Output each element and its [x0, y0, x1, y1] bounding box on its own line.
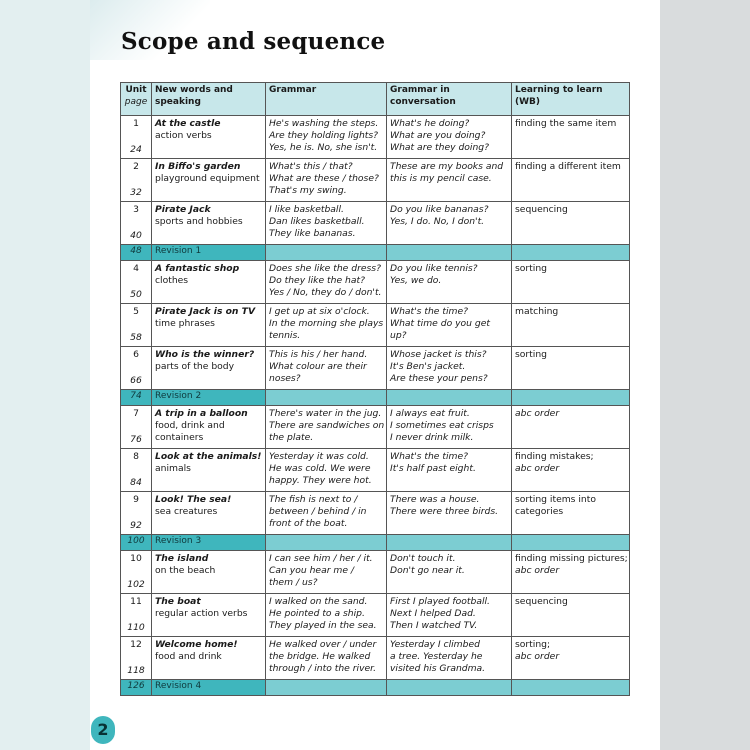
revision-page: 100	[121, 535, 152, 551]
conversation-cell	[387, 406, 512, 449]
unit-topic: sea creatures	[155, 505, 218, 517]
unit-topic: sports and hobbies	[155, 215, 243, 227]
revision-label: Revision 4	[152, 680, 266, 696]
header-learning: Learning to learn (WB)	[512, 83, 630, 116]
revision-empty-cell	[387, 535, 512, 551]
grammar-cell	[266, 551, 387, 594]
unit-title: Who is the winner?	[155, 349, 255, 360]
learning-line: sorting;	[515, 639, 551, 650]
unit-number: 5	[133, 306, 139, 317]
words-cell	[152, 116, 266, 159]
conversation-cell	[387, 347, 512, 390]
unit-cell	[121, 202, 152, 245]
grammar-line: Yes / No, they do / don't.	[269, 286, 382, 298]
right-margin	[660, 0, 750, 750]
revision-page: 48	[121, 245, 152, 261]
grammar-line: What's this / that?	[269, 161, 353, 172]
unit-cell	[121, 449, 152, 492]
words-cell	[152, 637, 266, 680]
learning-line: abc order	[515, 408, 560, 419]
revision-empty-cell	[266, 245, 387, 261]
unit-title: Pirate Jack is on TV	[155, 306, 256, 317]
revision-empty-cell	[387, 680, 512, 696]
conversation-cell	[387, 551, 512, 594]
learning-cell	[512, 261, 630, 304]
conversation-line: What time do you get	[390, 317, 490, 329]
unit-number: 10	[130, 553, 142, 564]
grammar-line: Yesterday it was cold.	[269, 451, 369, 462]
unit-title: The island	[155, 553, 209, 564]
learning-cell	[512, 449, 630, 492]
unit-number: 2	[133, 161, 139, 172]
unit-row	[121, 116, 630, 159]
grammar-line: the plate.	[269, 431, 314, 443]
unit-page: 50	[130, 289, 142, 301]
unit-page: 66	[130, 375, 142, 387]
revision-page: 74	[121, 390, 152, 406]
conversation-cell	[387, 449, 512, 492]
unit-topic: animals	[155, 462, 191, 474]
words-cell	[152, 551, 266, 594]
unit-title: At the castle	[155, 118, 221, 129]
unit-topic: clothes	[155, 274, 189, 286]
grammar-line: This is his / her hand.	[269, 349, 368, 360]
unit-row	[121, 637, 630, 680]
unit-title: Welcome home!	[155, 639, 238, 650]
grammar-cell	[266, 202, 387, 245]
grammar-line: Are they holding lights?	[269, 129, 379, 141]
learning-line: sorting	[515, 349, 547, 360]
grammar-line: Yes, he is. No, she isn't.	[269, 141, 378, 153]
unit-cell	[121, 116, 152, 159]
revision-row	[121, 245, 630, 261]
grammar-line: The fish is next to /	[269, 494, 358, 505]
unit-topic: regular action verbs	[155, 607, 248, 619]
unit-cell	[121, 347, 152, 390]
conversation-line: Do you like bananas?	[390, 204, 489, 215]
conversation-line: What's the time?	[390, 451, 469, 462]
revision-empty-cell	[512, 245, 630, 261]
revision-row	[121, 390, 630, 406]
header-conversation: Grammar in conversation	[387, 83, 512, 116]
words-cell	[152, 202, 266, 245]
learning-cell	[512, 637, 630, 680]
unit-number: 8	[133, 451, 139, 462]
grammar-cell	[266, 637, 387, 680]
conversation-line: What are you doing?	[390, 129, 486, 141]
learning-line: sorting	[515, 263, 547, 274]
words-cell	[152, 261, 266, 304]
unit-page: 40	[130, 230, 142, 242]
grammar-line: I can see him / her / it.	[269, 553, 373, 564]
grammar-line: I like basketball.	[269, 204, 344, 215]
conversation-line: Do you like tennis?	[390, 263, 478, 274]
grammar-line: them / us?	[269, 576, 318, 588]
unit-page: 58	[130, 332, 142, 344]
grammar-line: He was cold. We were	[269, 462, 371, 474]
conversation-line: I never drink milk.	[390, 431, 474, 443]
unit-row	[121, 406, 630, 449]
learning-cell	[512, 116, 630, 159]
grammar-line: There are sandwiches on	[269, 419, 385, 431]
unit-page: 92	[130, 520, 142, 532]
learning-cell	[512, 159, 630, 202]
words-cell	[152, 406, 266, 449]
grammar-line: They played in the sea.	[269, 619, 377, 631]
unit-title: Look at the animals!	[155, 451, 262, 462]
unit-topic: parts of the body	[155, 360, 235, 372]
conversation-cell	[387, 492, 512, 535]
conversation-line: What's he doing?	[390, 118, 470, 129]
unit-page: 102	[127, 579, 145, 591]
unit-topic: on the beach	[155, 564, 216, 576]
unit-title: Pirate Jack	[155, 204, 211, 215]
learning-line: sequencing	[515, 596, 568, 607]
conversation-line: Don't go near it.	[390, 564, 465, 576]
conversation-line: Are these your pens?	[390, 372, 488, 384]
unit-number: 1	[133, 118, 139, 129]
grammar-cell	[266, 116, 387, 159]
grammar-line: In the morning she plays	[269, 317, 384, 329]
grammar-line: the bridge. He walked	[269, 650, 371, 662]
grammar-line: They like bananas.	[269, 227, 356, 239]
table-header-row	[121, 83, 630, 116]
revision-page: 126	[121, 680, 152, 696]
header-unit	[121, 83, 152, 116]
conversation-line: These are my books and	[390, 161, 504, 172]
unit-cell	[121, 492, 152, 535]
unit-page: 118	[127, 665, 145, 677]
conversation-line: visited his Grandma.	[390, 662, 486, 674]
unit-topic: food, drink and containers	[155, 419, 225, 443]
unit-topic: playground equipment	[155, 172, 260, 184]
unit-number: 4	[133, 263, 139, 274]
learning-line: abc order	[515, 462, 560, 474]
revision-label: Revision 1	[152, 245, 266, 261]
revision-row	[121, 535, 630, 551]
learning-line: sequencing	[515, 204, 568, 215]
unit-cell	[121, 637, 152, 680]
unit-cell	[121, 159, 152, 202]
conversation-line: There was a house.	[390, 494, 480, 505]
unit-number: 12	[130, 639, 142, 650]
grammar-cell	[266, 492, 387, 535]
learning-cell	[512, 492, 630, 535]
conversation-line: I always eat fruit.	[390, 408, 470, 419]
grammar-line: What are these / those?	[269, 172, 379, 184]
conversation-cell	[387, 116, 512, 159]
unit-row	[121, 304, 630, 347]
unit-page: 110	[127, 622, 145, 634]
revision-empty-cell	[512, 390, 630, 406]
conversation-line: Then I watched TV.	[390, 619, 478, 631]
learning-line: finding mistakes;	[515, 451, 594, 462]
unit-title: In Biffo's garden	[155, 161, 241, 172]
words-cell	[152, 492, 266, 535]
grammar-line: That's my swing.	[269, 184, 347, 196]
unit-number: 6	[133, 349, 139, 360]
learning-cell	[512, 202, 630, 245]
conversation-line: Yesterday I climbed	[390, 639, 480, 650]
learning-line: finding the same item	[515, 118, 617, 129]
grammar-line: Do they like the hat?	[269, 274, 365, 286]
conversation-cell	[387, 594, 512, 637]
unit-page: 24	[130, 144, 142, 156]
unit-page: 32	[130, 187, 142, 199]
grammar-cell	[266, 261, 387, 304]
words-cell	[152, 347, 266, 390]
conversation-line: It's Ben's jacket.	[390, 360, 466, 372]
conversation-line: There were three birds.	[390, 505, 499, 517]
learning-cell	[512, 551, 630, 594]
learning-line: finding missing pictures;	[515, 553, 628, 564]
words-cell	[152, 449, 266, 492]
unit-number: 11	[130, 596, 142, 607]
page-title: Scope and sequence	[121, 28, 386, 55]
learning-line: abc order	[515, 564, 560, 576]
grammar-line: There's water in the jug.	[269, 408, 382, 419]
grammar-cell	[266, 347, 387, 390]
conversation-cell	[387, 261, 512, 304]
words-cell	[152, 304, 266, 347]
grammar-cell	[266, 304, 387, 347]
learning-line: abc order	[515, 650, 560, 662]
learning-cell	[512, 347, 630, 390]
conversation-line: It's half past eight.	[390, 462, 476, 474]
words-cell	[152, 594, 266, 637]
revision-label: Revision 2	[152, 390, 266, 406]
conversation-line: Don't touch it.	[390, 553, 456, 564]
unit-row	[121, 347, 630, 390]
unit-title: Look! The sea!	[155, 494, 232, 505]
unit-number: 7	[133, 408, 139, 419]
header-grammar: Grammar	[266, 83, 387, 116]
learning-cell	[512, 594, 630, 637]
grammar-cell	[266, 594, 387, 637]
conversation-line: a tree. Yesterday he	[390, 650, 483, 662]
grammar-line: happy. They were hot.	[269, 474, 372, 486]
unit-row	[121, 594, 630, 637]
unit-topic: time phrases	[155, 317, 215, 329]
revision-empty-cell	[512, 535, 630, 551]
revision-label: Revision 3	[152, 535, 266, 551]
grammar-cell	[266, 406, 387, 449]
conversation-line: What are they doing?	[390, 141, 490, 153]
unit-page: 76	[130, 434, 142, 446]
revision-empty-cell	[266, 680, 387, 696]
left-margin	[0, 0, 90, 750]
unit-topic: action verbs	[155, 129, 212, 141]
unit-row	[121, 261, 630, 304]
table-body	[121, 116, 630, 696]
revision-empty-cell	[266, 390, 387, 406]
learning-cell	[512, 406, 630, 449]
conversation-cell	[387, 637, 512, 680]
revision-empty-cell	[266, 535, 387, 551]
unit-row	[121, 159, 630, 202]
learning-line: sorting items into	[515, 494, 596, 505]
unit-cell	[121, 594, 152, 637]
conversation-line: What's the time?	[390, 306, 469, 317]
conversation-line: I sometimes eat crisps	[390, 419, 494, 431]
grammar-line: noses?	[269, 372, 301, 384]
conversation-cell	[387, 304, 512, 347]
unit-row	[121, 551, 630, 594]
page-number: 2	[91, 716, 115, 744]
revision-empty-cell	[387, 390, 512, 406]
grammar-line: He pointed to a ship.	[269, 607, 365, 619]
unit-number: 3	[133, 204, 139, 215]
header-words: New words and speaking	[152, 83, 266, 116]
unit-row	[121, 449, 630, 492]
unit-title: A trip in a balloon	[155, 408, 248, 419]
unit-cell	[121, 304, 152, 347]
unit-topic: food and drink	[155, 650, 222, 662]
grammar-line: I walked on the sand.	[269, 596, 368, 607]
conversation-line: Whose jacket is this?	[390, 349, 487, 360]
learning-cell	[512, 304, 630, 347]
unit-cell	[121, 261, 152, 304]
grammar-cell	[266, 449, 387, 492]
conversation-line: Yes, I do. No, I don't.	[390, 215, 485, 227]
header-unit-label: Unit	[125, 85, 147, 95]
header-page-label: page	[124, 96, 148, 107]
grammar-cell	[266, 159, 387, 202]
conversation-cell	[387, 159, 512, 202]
unit-page: 84	[130, 477, 142, 489]
learning-line: matching	[515, 306, 559, 317]
grammar-line: front of the boat.	[269, 517, 348, 529]
learning-line: categories	[515, 505, 564, 517]
grammar-line: He walked over / under	[269, 639, 377, 650]
grammar-line: Does she like the dress?	[269, 263, 381, 274]
conversation-line: Yes, we do.	[390, 274, 442, 286]
grammar-line: I get up at six o'clock.	[269, 306, 370, 317]
conversation-line: this is my pencil case.	[390, 172, 492, 184]
words-cell	[152, 159, 266, 202]
grammar-line: Dan likes basketball.	[269, 215, 365, 227]
conversation-line: up?	[390, 329, 407, 341]
conversation-cell	[387, 202, 512, 245]
unit-cell	[121, 406, 152, 449]
revision-row	[121, 680, 630, 696]
revision-empty-cell	[387, 245, 512, 261]
revision-empty-cell	[512, 680, 630, 696]
grammar-line: through / into the river.	[269, 662, 377, 674]
unit-row	[121, 492, 630, 535]
grammar-line: He's washing the steps.	[269, 118, 379, 129]
unit-cell	[121, 551, 152, 594]
unit-number: 9	[133, 494, 139, 505]
conversation-line: Next I helped Dad.	[390, 607, 476, 619]
grammar-line: Can you hear me /	[269, 564, 355, 576]
conversation-line: First I played football.	[390, 596, 490, 607]
grammar-line: between / behind / in	[269, 505, 367, 517]
unit-title: The boat	[155, 596, 201, 607]
unit-row	[121, 202, 630, 245]
grammar-line: tennis.	[269, 329, 301, 341]
grammar-line: What colour are their	[269, 360, 367, 372]
learning-line: finding a different item	[515, 161, 621, 172]
unit-title: A fantastic shop	[155, 263, 240, 274]
scope-sequence-table	[120, 82, 630, 696]
